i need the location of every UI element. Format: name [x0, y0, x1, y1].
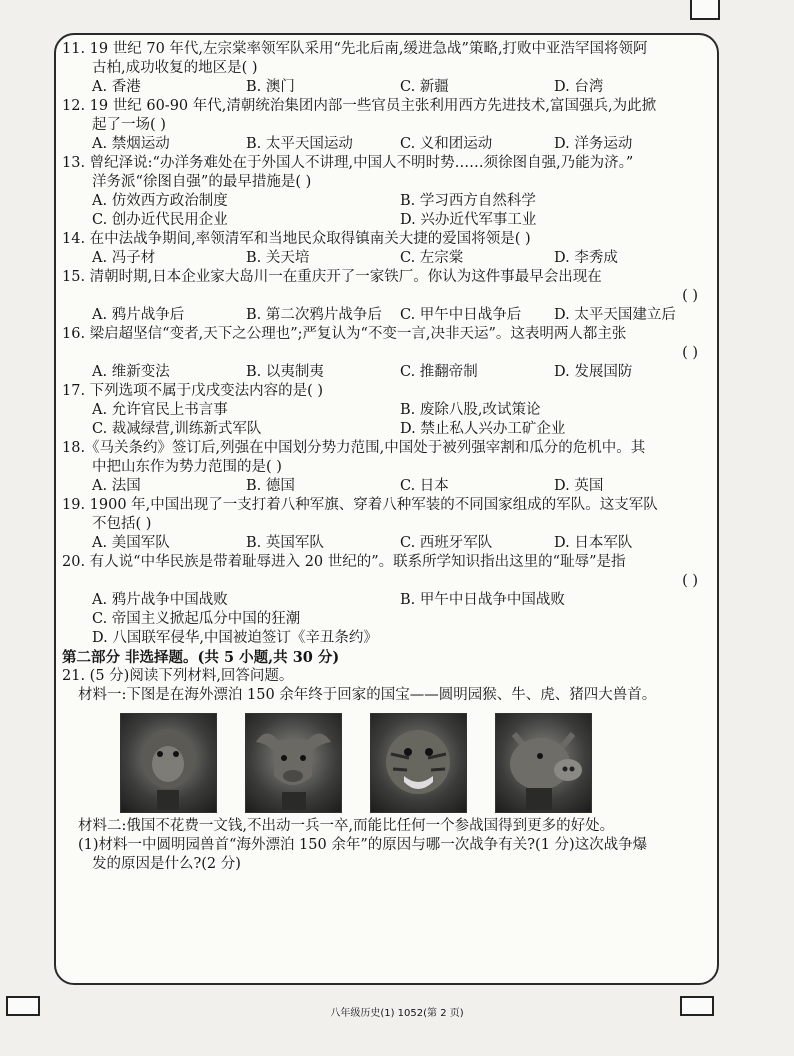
option-b[interactable]: B. 德国: [246, 478, 295, 494]
question-21: [62, 667, 708, 874]
question-15: [62, 268, 708, 325]
sub-question-1-cont: 发的原因是什么?(2 分): [92, 856, 241, 872]
question-text: 古柏,成功收复的地区是( ): [92, 60, 258, 76]
option-a[interactable]: A. 禁烟运动: [92, 136, 170, 152]
option-a[interactable]: A. 仿效西方政治制度: [92, 193, 228, 209]
option-a[interactable]: A. 鸦片战争后: [92, 307, 185, 323]
question-13: [62, 154, 708, 230]
options-row: [62, 135, 708, 154]
option-d[interactable]: D. 日本军队: [554, 535, 633, 551]
material-two: 材料二:俄国不花费一文钱,不出动一兵一卒,而能比任何一个参战国得到更多的好处。: [78, 818, 615, 834]
options-row: [62, 306, 708, 325]
option-b[interactable]: B. 英国军队: [246, 535, 324, 551]
option-c[interactable]: C. 左宗棠: [400, 250, 464, 266]
option-b[interactable]: B. 关天培: [246, 250, 310, 266]
options-row: [62, 591, 708, 610]
question-text: 13. 曾纪泽说:“办洋务难处在于外国人不讲理,中国人不明时势……须徐图自强,乃能为济。”: [62, 155, 634, 171]
option-a[interactable]: A. 允许官民上书言事: [92, 402, 228, 418]
question-text: 不包括( ): [92, 516, 152, 532]
option-c[interactable]: C. 西班牙军队: [400, 535, 493, 551]
option-d[interactable]: D. 八国联军侵华,中国被迫签订《辛丑条约》: [92, 630, 378, 646]
option-a[interactable]: A. 法国: [92, 478, 141, 494]
option-b[interactable]: B. 以夷制夷: [246, 364, 324, 380]
question-content: [62, 40, 708, 874]
option-b[interactable]: B. 学习西方自然科学: [400, 193, 536, 209]
section-heading: 第二部分 非选择题。(共 5 小题,共 30 分): [62, 649, 340, 666]
options-row: [62, 249, 708, 268]
monkey-head-image: [120, 713, 217, 813]
question-14: [62, 230, 708, 268]
options-row: [62, 420, 708, 439]
options-row: [62, 477, 708, 496]
question-18: [62, 439, 708, 496]
options-row: [62, 211, 708, 230]
option-d[interactable]: D. 禁止私人兴办工矿企业: [400, 421, 566, 437]
question-text: 17. 下列选项不属于戊戌变法内容的是( ): [62, 383, 324, 399]
question-text: 19. 1900 年,中国出现了一支打着八种军旗、穿着八种军装的不同国家组成的军队。这支军队: [62, 497, 658, 513]
options-row: [62, 363, 708, 382]
question-text: 15. 清朝时期,日本企业家大岛川一在重庆开了一家铁厂。你认为这件事最早会出现在: [62, 269, 602, 285]
question-16: [62, 325, 708, 382]
option-b[interactable]: B. 甲午中日战争中国战败: [400, 592, 565, 608]
zodiac-heads-images: [62, 713, 708, 813]
option-c[interactable]: C. 帝国主义掀起瓜分中国的狂潮: [92, 611, 301, 627]
option-b[interactable]: B. 太平天国运动: [246, 136, 353, 152]
corner-mark-top-right: [690, 0, 720, 20]
question-11: [62, 40, 708, 97]
option-b[interactable]: B. 澳门: [246, 79, 295, 95]
option-b[interactable]: B. 废除八股,改试策论: [400, 402, 541, 418]
option-a[interactable]: A. 鸦片战争中国战败: [92, 592, 228, 608]
option-c[interactable]: C. 推翻帝制: [400, 364, 478, 380]
material-one: 材料一:下图是在海外漂泊 150 余年终于回家的国宝——圆明园猴、牛、虎、猪四大兽首。: [78, 687, 657, 703]
question-text: 中把山东作为势力范围的是( ): [92, 459, 282, 475]
option-c[interactable]: C. 创办近代民用企业: [92, 212, 228, 228]
option-d[interactable]: D. 发展国防: [554, 364, 633, 380]
options-row: [62, 192, 708, 211]
options-row: [62, 534, 708, 553]
pig-head-image: [495, 713, 592, 813]
question-text: 18.《马关条约》签订后,列强在中国划分势力范围,中国处于被列强宰割和瓜分的危机中。其: [62, 440, 646, 456]
question-text: 21. (5 分)阅读下列材料,回答问题。: [62, 668, 294, 684]
option-a[interactable]: A. 美国军队: [92, 535, 170, 551]
options-row: [62, 78, 708, 97]
answer-parentheses[interactable]: ( ): [682, 345, 698, 361]
option-d[interactable]: D. 洋务运动: [554, 136, 633, 152]
question-text: 14. 在中法战争期间,率领清军和当地民众取得镇南关大捷的爱国将领是( ): [62, 231, 531, 247]
option-c[interactable]: C. 义和团运动: [400, 136, 493, 152]
option-a[interactable]: A. 冯子材: [92, 250, 156, 266]
question-text: 20. 有人说“中华民族是带着耻辱进入 20 世纪的”。联系所学知识指出这里的“耻辱”是指: [62, 554, 626, 570]
option-a[interactable]: A. 维新变法: [92, 364, 170, 380]
answer-parentheses[interactable]: ( ): [682, 288, 698, 304]
sub-question-1: (1)材料一中圆明园兽首“海外漂泊 150 余年”的原因与哪一次战争有关?(1 分)这次战争爆: [78, 837, 648, 853]
option-c[interactable]: C. 裁减绿营,训练新式军队: [92, 421, 262, 437]
page-footer: 八年级历史(1) 1052(第 2 页): [330, 1008, 464, 1019]
option-c[interactable]: C. 日本: [400, 478, 449, 494]
question-text: 洋务派“徐图自强”的最早措施是( ): [92, 174, 312, 190]
option-d[interactable]: D. 兴办近代军事工业: [400, 212, 537, 228]
question-20: [62, 553, 708, 648]
option-d[interactable]: D. 李秀成: [554, 250, 618, 266]
option-b[interactable]: B. 第二次鸦片战争后: [246, 307, 382, 323]
ox-head-image: [245, 713, 342, 813]
question-text: 起了一场( ): [92, 117, 166, 133]
tiger-head-image: [370, 713, 467, 813]
question-19: [62, 496, 708, 553]
question-text: 11. 19 世纪 70 年代,左宗棠率领军队采用“先北后南,缓进急战”策略,打败中亚浩罕国将领阿: [62, 41, 648, 57]
question-12: [62, 97, 708, 154]
option-d[interactable]: D. 太平天国建立后: [554, 307, 676, 323]
option-c[interactable]: C. 新疆: [400, 79, 449, 95]
options-row: [62, 401, 708, 420]
answer-parentheses[interactable]: ( ): [682, 573, 698, 589]
option-c[interactable]: C. 甲午中日战争后: [400, 307, 522, 323]
option-d[interactable]: D. 台湾: [554, 79, 604, 95]
question-text: 16. 梁启超坚信“变者,天下之公理也”;严复认为“不变一言,决非天运”。这表明两人都主张: [62, 326, 627, 342]
question-text: 12. 19 世纪 60-90 年代,清朝统治集团内部一些官员主张利用西方先进技术,富国强兵,为此掀: [62, 98, 657, 114]
question-17: [62, 382, 708, 439]
option-d[interactable]: D. 英国: [554, 478, 604, 494]
option-a[interactable]: A. 香港: [92, 79, 141, 95]
